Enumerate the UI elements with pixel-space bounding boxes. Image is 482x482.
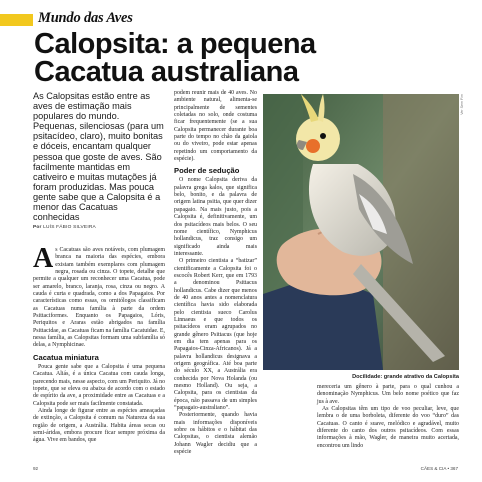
text-column-3 xyxy=(317,384,459,450)
byline-author: LUÍS FÁBIO SILVEIRA xyxy=(43,225,96,230)
paragraph: Ainda longe de figurar entre as espécies ameaçadas de extinção, a Calopsita é comum na Natureza da sua região de origem, a Austrália. Habita áreas secas ou semi-áridas, embora procure ficar sempre próxima da água. Vive em bandos, que xyxy=(33,407,165,444)
section-title: Mundo das Aves xyxy=(38,10,133,26)
paragraph: O nome Calopsita deriva da palavra grega kalos, que significa belo, bonito, e da palavra de origem latina psitta, que quer dizer papagaio. Na mais justo, pois a Calopsita é, definitivamente, um dos psitacídeos mais belos. O seu nome científico, Nymphicus hollandicus, traz consigo um significado ainda mais interessante. xyxy=(174,177,257,257)
text-column-1 xyxy=(33,243,166,445)
article-lead: As Calopsitas estão entre as aves de estimação mais populares do mundo. Pequenas, silenciosas (para um psitacídeo, claro), muito bonitas e dóceis, encantam qualquer pessoa que goste de aves. São facilmente mantidas em cativeiro e muitas mutações já foram produzidas. Mas pouca gente sabe que a Calopsita é a menor das Cacatuas conhecidas xyxy=(33,91,164,223)
cockatiel-illustration xyxy=(263,94,459,370)
magazine-footer: CÃES & CIA • 367 xyxy=(420,466,458,471)
paragraph: O primeiro cientista a “batizar” cientificamente a Calopsita foi o escocês Robert Kerr, que em 1793 a denominou Psittacus hollandicus. Cabe dizer que menos de 40 anos antes a nomenclatura científica havia sido elaborada pelo cientista sueco Carolus Linnaeus e que todos os psitacídeos eram agrupados no grande gênero Psittacus (que hoje em dia tem apenas para os Papagaios-Cinza-Africanos). Já a palavra hollandicus designava a origem geográfica. Até boa parte do século XX, a Austrália era conhecida por Nova Holanda (ou mesmo Holland). Ou seja, a Calopsita, para os cientistas da época, não passava de um simples “papagaio-australiano”. xyxy=(174,258,257,412)
page-number: 92 xyxy=(33,466,39,471)
subheading: Cacatua miniatura xyxy=(33,352,99,362)
paragraph: podem reunir mais de 40 aves. No ambiente natural, alimenta-se principalmente de sementes coletadas no solo, onde costuma ficar frequentemente (se a sua Calopsita permanecer durante boa parte do tempo no chão da gaiola ou do viveiro, pode estar apenas repetindo um comportamento da espécie). xyxy=(174,90,257,163)
text-column-2 xyxy=(174,90,257,457)
article-headline xyxy=(34,30,454,86)
paragraph: mereceria um gênero à parte, para o qual cunhou a denominação Nymphicus. Um belo nome poético que faz jus à ave. xyxy=(317,384,459,405)
section-color-bar xyxy=(0,14,33,26)
paragraph: Posteriormente, quando havia mais informações disponíveis sobre os hábitos e o hábitat das Calopsitas, o cientista alemão Johann Wagler decidiu que a espécie xyxy=(174,412,257,456)
photo-caption: Docilidade: grande atrativo da Calopsita xyxy=(352,374,459,380)
paragraph: Pouca gente sabe que a Calopsita é uma pequena Cacatua. Aliás, é a única Cacatua com cauda longa, parecendo mais, nesse aspecto, com um Periquito. Já no topete, que se eleva ou abaixa de acordo com o estado de espírito da ave, a proximidade entre as Cacatuas e a Calopsita pode ser mais facilmente constatada. xyxy=(33,363,166,407)
byline-prefix: Por xyxy=(33,225,42,230)
photo-credit: Ver Sem Fim xyxy=(460,94,464,115)
headline-line-2: Cacatua australiana xyxy=(34,56,299,88)
cockatiel-photo xyxy=(263,94,459,370)
paragraph: s Cacatuas são aves notáveis, com plumagem branca na maioria das espécies, embora existam também exemplares com plumagem negra, rosada ou cinza. O topete, detalhe que permite a qualquer um reconhecer uma Cacatua, pode ser amarelo, branco, laranja, rosa, cinza ou negro. A cauda é curta e quadrada, como a dos Papagaios. Por características como essas, os ornitólogos classificam as Cacatuas numa família à parte da ordem Psittaciformes. Enquanto os Papagaios, Lóris, Periquitos e Araras estão abrigados na família Psittacidae, as Cacatuas ficam na família Cacatuidae. E, nessa família, as Calopsitas formam uma subfamília só delas, a Nymphicinae. xyxy=(33,247,165,349)
byline xyxy=(33,225,96,230)
subheading: Poder de sedução xyxy=(174,166,240,176)
drop-cap: A xyxy=(33,243,54,274)
headline-line-1: Calopsita: a pequena xyxy=(34,28,316,60)
paragraph: As Calopsitas têm um tipo de voo peculiar, leve, que lembra o de uma borboleta, diferente do voo “duro” das Cacatuas. O canto é suave, melódico e agradável, muito diferente do canto dos outros psitacídeos. Com essas informações à mão, Wagler, de maneira muito acertada, encontrou um lindo xyxy=(317,406,459,449)
